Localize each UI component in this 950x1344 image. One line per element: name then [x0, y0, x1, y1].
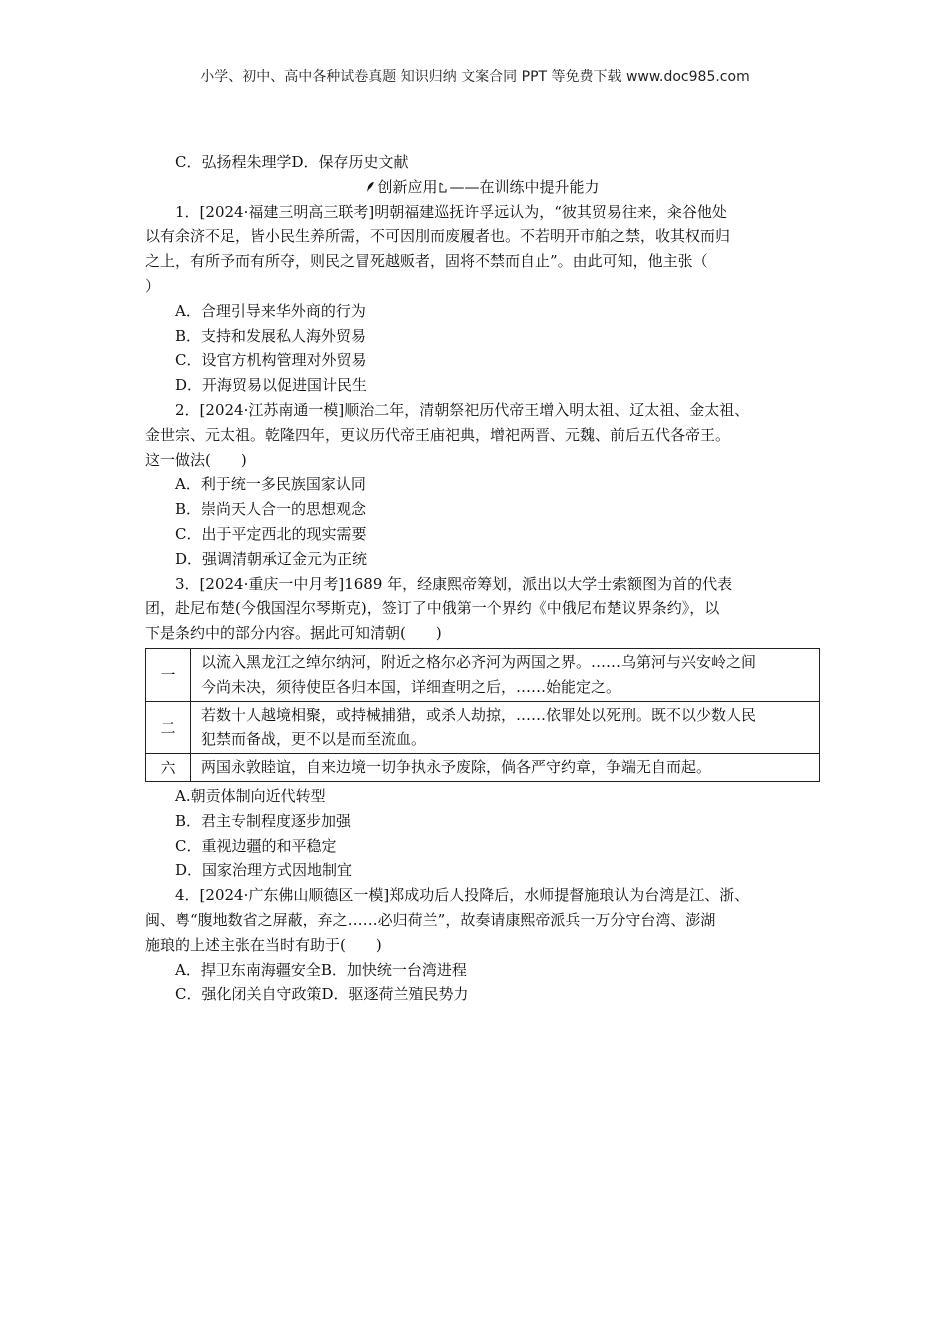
question-stem-line: 施琅的上述主张在当时有助于( ) — [145, 935, 382, 954]
question-stem-line: 金世宗、元太祖。乾隆四年，更议历代帝王庙祀典，增祀两晋、元魏、前后五代各帝王。 — [145, 425, 731, 444]
question-1 — [145, 200, 820, 398]
question-stem-line: 以有余济不足，皆小民生养所需，不可因刖而废履者也。不若明开市舶之禁，收其权而归 — [145, 227, 731, 246]
section-title — [145, 175, 820, 200]
option-c: C．出于平定西北的现实需要 — [175, 524, 367, 543]
article-number: 六 — [146, 754, 191, 782]
previous-question-options: C．弘扬程朱理学D．保存历史文献 — [175, 153, 409, 171]
option-d: D．强调清朝承辽金元为正统 — [175, 549, 368, 568]
question-stem-line: ） — [145, 276, 161, 295]
article-text — [191, 701, 820, 754]
treaty-table — [145, 648, 820, 782]
option-a: A．利于统一多民族国家认同 — [175, 475, 366, 494]
section-title-main: 创新应用 — [377, 177, 438, 196]
article-text — [191, 754, 820, 782]
article-text-line: 两国永敦睦谊，自来边境一切争执永予废除，倘各严守约章，争端无自而起。 — [201, 758, 712, 777]
article-number: 二 — [146, 701, 191, 754]
article-text-line: 今尚未决，须待使臣各归本国，详细查明之后，……始能定之。 — [201, 677, 622, 696]
article-text-line: 以流入黑龙江之绰尔纳河，附近之格尔必齐河为两国之界。……乌第河与兴安岭之间 — [201, 652, 757, 671]
options-cd: C．强化闭关自守政策D．驱逐荷兰殖民势力 — [175, 985, 469, 1004]
table-row — [146, 701, 820, 754]
document-body — [145, 150, 820, 1007]
options-ab: A．捍卫东南海疆安全B．加快统一台湾进程 — [175, 960, 467, 979]
question-stem-line: 1．[2024·福建三明高三联考]明朝福建巡抚许孚远认为，“彼其贸易往来，籴谷他处 — [175, 202, 727, 221]
option-c: C．设官方机构管理对外贸易 — [175, 351, 367, 370]
option-c: C．重视边疆的和平稳定 — [175, 836, 337, 855]
page-header: 小学、初中、高中各种试卷真题 知识归纳 文案合同 PPT 等免费下载 www.doc985.com — [200, 69, 750, 85]
article-text — [191, 648, 820, 701]
option-a: A.朝贡体制向近代转型 — [175, 786, 326, 805]
option-d: D．开海贸易以促进国计民生 — [175, 376, 368, 395]
question-stem-line: 这一做法( ) — [145, 450, 247, 469]
article-text-line: 犯禁而备战，更不以是而至流血。 — [201, 730, 427, 749]
question-2 — [145, 398, 820, 572]
question-stem-line: 团，赴尼布楚(今俄国涅尔琴斯克)，签订了中俄第一个界约《中俄尼布楚议界条约》，以 — [145, 599, 720, 618]
option-b: B．君主专制程度逐步加强 — [175, 811, 352, 830]
table-row — [146, 754, 820, 782]
pen-icon — [365, 181, 375, 193]
question-4 — [145, 883, 820, 1007]
book-icon — [438, 181, 448, 193]
question-stem-line: 之上，有所予而有所夺，则民之冒死越贩者，固将不禁而自止”。由此可知，他主张（ — [145, 252, 708, 271]
article-number: 一 — [146, 648, 191, 701]
option-b: B．支持和发展私人海外贸易 — [175, 326, 367, 345]
option-d: D．国家治理方式因地制宜 — [175, 861, 353, 880]
question-stem-line: 4．[2024·广东佛山顺德区一模]郑成功后人投降后，水师提督施琅认为台湾是江、浙、 — [175, 886, 750, 905]
question-stem-line: 3．[2024·重庆一中月考]1689 年，经康熙帝筹划，派出以大学士索额图为首的代表 — [175, 574, 733, 593]
option-b: B．崇尚天人合一的思想观念 — [175, 500, 367, 519]
question-stem-line: 闽、粤“腹地数省之屏蔽，弃之……必归荷兰”，故奏请康熙帝派兵一万分守台湾、澎湖 — [145, 910, 716, 929]
question-stem-line: 下是条约中的部分内容。据此可知清朝( ) — [145, 624, 442, 643]
table-row — [146, 648, 820, 701]
section-title-sub: ——在训练中提升能力 — [449, 177, 600, 196]
question-stem-line: 2．[2024·江苏南通一模]顺治二年，清朝祭祀历代帝王增入明太祖、辽太祖、金太祖、 — [175, 400, 750, 419]
option-a: A．合理引导来华外商的行为 — [175, 301, 366, 320]
article-text-line: 若数十人越境相聚，或持械捕猎，或杀人劫掠，……依罪处以死刑。既不以少数人民 — [201, 705, 757, 724]
question-3 — [145, 572, 820, 884]
